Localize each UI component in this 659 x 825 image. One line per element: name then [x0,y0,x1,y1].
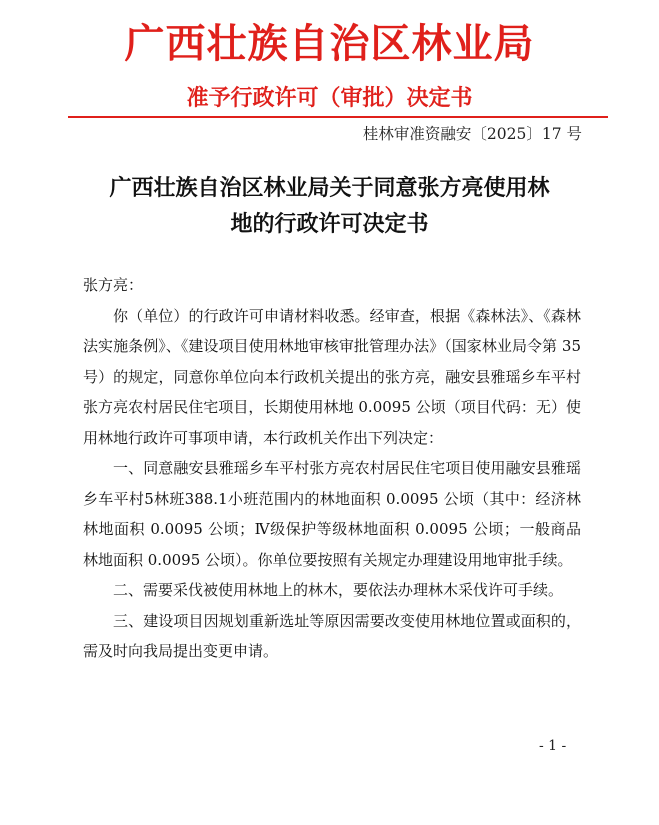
body-paragraph-decision-2: 二、需要采伐被使用林地上的林木，要依法办理林木采伐许可手续。 [113,581,564,599]
page-number: - 1 - [539,738,567,754]
salutation: 张方亮： [83,276,144,294]
document-title [60,170,599,242]
document-body [83,270,581,667]
body-paragraph-decision-1: 一、同意融安县雅瑶乡车平村张方亮农村居民住宅项目使用融安县雅瑶乡车平村5林班388.1小班范围内的林地面积 0.0095 公顷（其中：经济林林地面积 0.0095 公顷；Ⅳ级保护等级林地面积 0.0095 公顷；一般商品林地面积 0.0095 公顷）。你单位要按照有关规定办理建设用地审批手续。 [83,459,581,569]
document-type-heading: 准予行政许可（审批）决定书 [186,85,473,111]
document-title-line-1: 广西壮族自治区林业局关于同意张方亮使用林 [109,175,550,201]
issuing-authority-title: 广西壮族自治区林业局 [124,20,535,67]
body-paragraph-decision-3: 三、建设项目因规划重新选址等原因需要改变使用林地位置或面积的，需及时向我局提出变更申请。 [83,611,581,660]
body-paragraph-intro: 你（单位）的行政许可申请材料收悉。经审查，根据《森林法》、《森林法实施条例》、《建设项目使用林地审核审批管理办法》（国家林业局令第 35 号）的规定，同意你单位向本行政机关提出的张方亮，融安县雅瑶乡车平村张方亮农村居民住宅项目，长期使用林地 0.0095 公顷（项目代码：无）使用林地行政许可事项申请，本行政机关作出下列决定： [83,306,581,447]
red-divider-line [68,116,608,118]
document-number: 桂林审准资融安〔2025〕17 号 [362,125,582,143]
document-title-line-2: 地的行政许可决定书 [230,211,429,237]
